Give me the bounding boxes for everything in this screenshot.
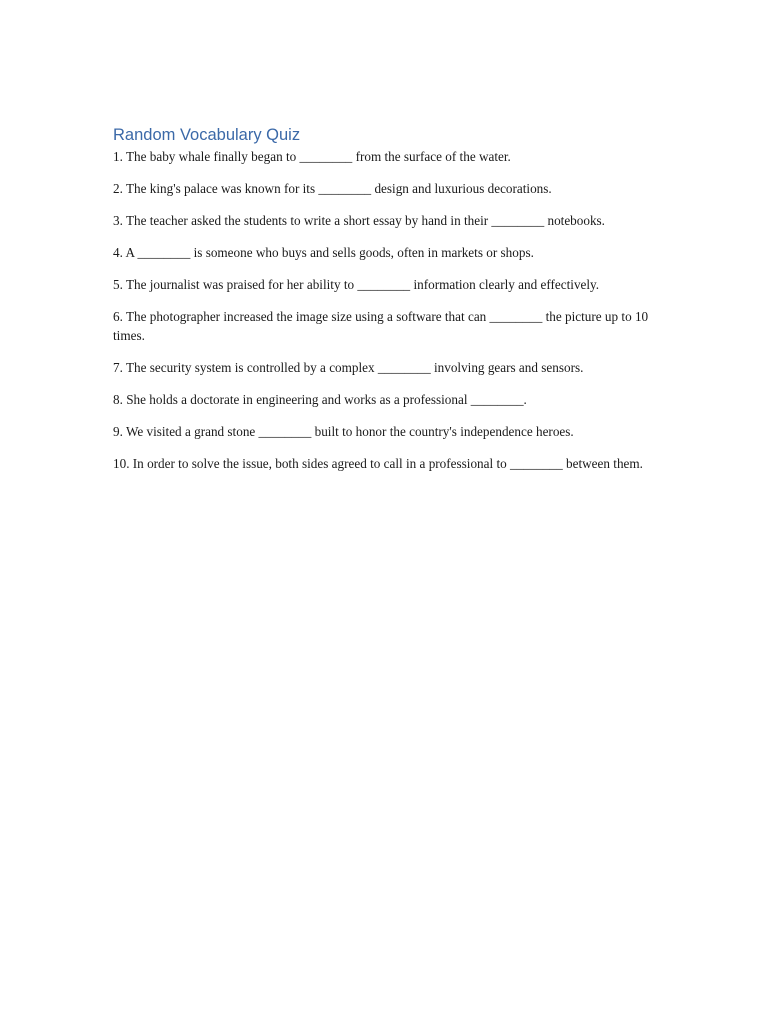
question-10: 10. In order to solve the issue, both sides agreed to call in a professional to ________ between them.: [113, 456, 643, 471]
question-3: 3. The teacher asked the students to write a short essay by hand in their ________ notebooks.: [113, 213, 605, 228]
question-5: 5. The journalist was praised for her ability to ________ information clearly and effectively.: [113, 277, 600, 292]
document-page: [113, 124, 658, 486]
question-4: 4. A ________ is someone who buys and sells goods, often in markets or shops.: [113, 245, 534, 260]
question-2: 2. The king's palace was known for its ________ design and luxurious decorations.: [113, 181, 552, 196]
question-1: 1. The baby whale finally began to ________ from the surface of the water.: [113, 149, 511, 164]
question-8: 8. She holds a doctorate in engineering and works as a professional ________.: [113, 392, 527, 407]
question-9: 9. We visited a grand stone ________ built to honor the country's independence heroes.: [113, 424, 574, 439]
question-7: 7. The security system is controlled by a complex ________ involving gears and sensors.: [113, 360, 584, 375]
quiz-title: Random Vocabulary Quiz: [113, 126, 301, 144]
question-6: 6. The photographer increased the image size using a software that can ________ the picture up to 10 times.: [113, 309, 649, 343]
